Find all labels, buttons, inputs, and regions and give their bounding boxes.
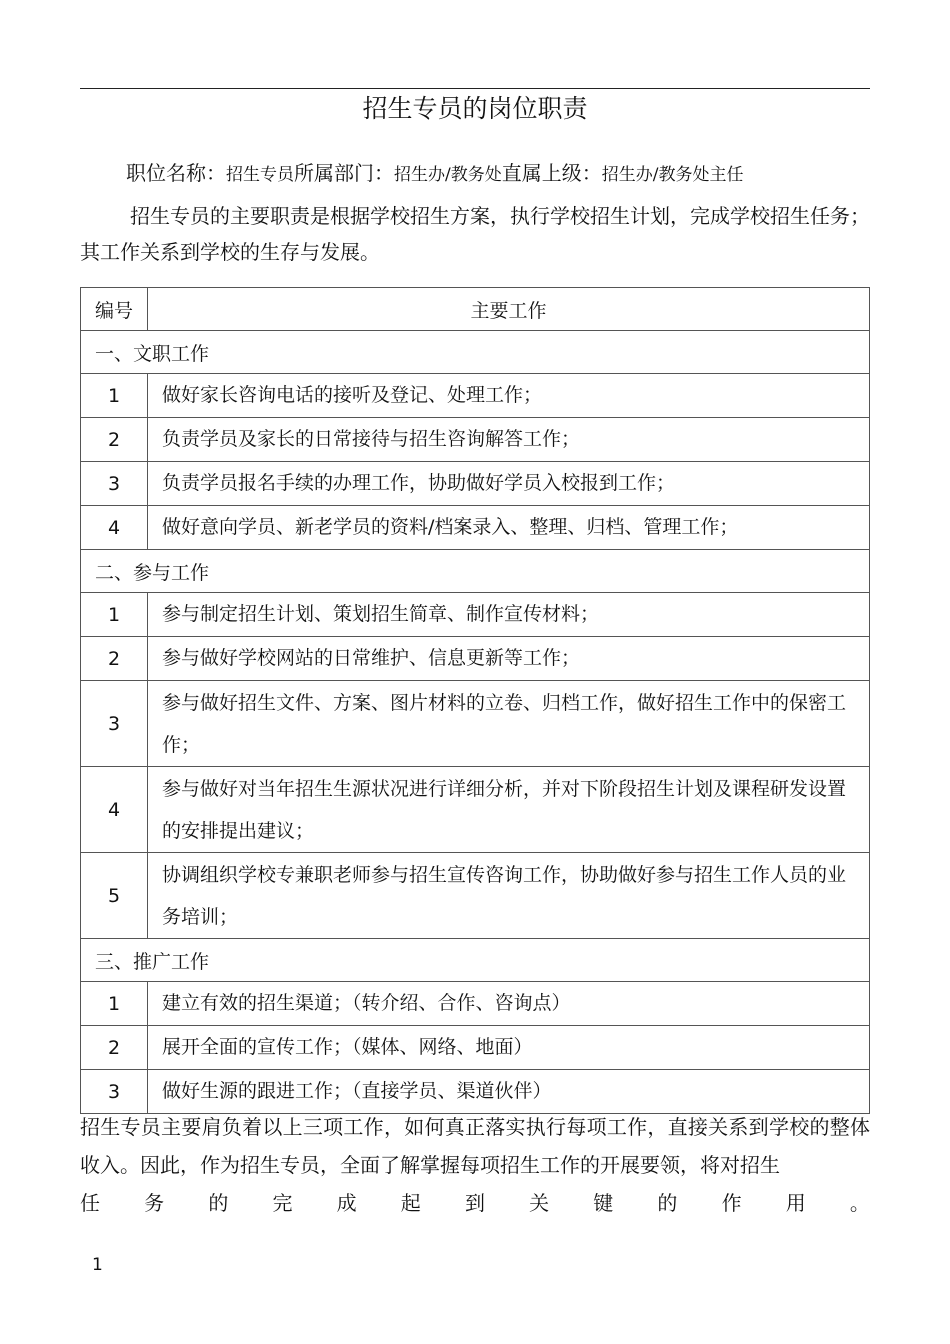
closing-char: 作 xyxy=(721,1191,742,1215)
item-num: 4 xyxy=(81,506,148,550)
section-row xyxy=(81,331,870,374)
closing-char: 务 xyxy=(144,1191,165,1215)
table-row xyxy=(81,462,870,506)
item-text: 负责学员报名手续的办理工作，协助做好学员入校报到工作； xyxy=(148,462,870,506)
item-text: 参与制定招生计划、策划招生简章、制作宣传材料； xyxy=(148,593,870,637)
section-title: 二、参与工作 xyxy=(81,550,870,593)
table-row xyxy=(81,1026,870,1070)
section-title: 一、文职工作 xyxy=(81,331,870,374)
closing-char: 成 xyxy=(336,1191,357,1215)
intro-paragraph: 招生专员的主要职责是根据学校招生方案，执行学校招生计划，完成学校招生任务；其工作关系到学校的生存与发展。 xyxy=(80,204,870,264)
item-num: 5 xyxy=(81,853,148,939)
section-row xyxy=(81,939,870,982)
item-text: 做好意向学员、新老学员的资料/档案录入、整理、归档、管理工作； xyxy=(148,506,870,550)
section-title: 三、推广工作 xyxy=(81,939,870,982)
closing-paragraph xyxy=(80,1108,870,1222)
item-num: 1 xyxy=(81,593,148,637)
item-num: 1 xyxy=(81,982,148,1026)
position-label: 职位名称： xyxy=(126,161,226,185)
dept-label: 所属部门： xyxy=(294,161,394,185)
closing-char: 键 xyxy=(593,1191,614,1215)
item-num: 2 xyxy=(81,418,148,462)
item-text: 参与做好对当年招生生源状况进行详细分析，并对下阶段招生计划及课程研发设置的安排提出建议； xyxy=(148,767,870,853)
table-row xyxy=(81,593,870,637)
item-text: 做好生源的跟进工作；（直接学员、渠道伙伴） xyxy=(148,1070,870,1114)
closing-char: 到 xyxy=(464,1191,485,1215)
item-num: 3 xyxy=(81,462,148,506)
closing-last-line xyxy=(80,1184,870,1222)
closing-main-text: 招生专员主要肩负着以上三项工作，如何真正落实执行每项工作，直接关系到学校的整体收入。因此，作为招生专员，全面了解掌握每项招生工作的开展要领，将对招生 xyxy=(80,1115,870,1177)
table-row xyxy=(81,767,870,853)
document-title: 招生专员的岗位职责 xyxy=(362,94,588,123)
table-row xyxy=(81,374,870,418)
position-value: 招生专员 xyxy=(226,165,294,185)
table-row xyxy=(81,681,870,767)
item-num: 4 xyxy=(81,767,148,853)
table-header-row xyxy=(81,288,870,331)
item-num: 2 xyxy=(81,637,148,681)
header-num: 编号 xyxy=(81,288,148,331)
closing-char: 的 xyxy=(208,1191,229,1215)
closing-char: 关 xyxy=(529,1191,550,1215)
superior-label: 直属上级： xyxy=(501,161,602,185)
table-row xyxy=(81,982,870,1026)
item-num: 1 xyxy=(81,374,148,418)
dept-value: 招生办/教务处 xyxy=(394,165,502,185)
closing-char: 起 xyxy=(400,1191,421,1215)
header-rule xyxy=(80,88,870,89)
table-row xyxy=(81,637,870,681)
page-number: 1 xyxy=(92,1255,103,1275)
section-row xyxy=(81,550,870,593)
item-text: 参与做好学校网站的日常维护、信息更新等工作； xyxy=(148,637,870,681)
closing-char: 的 xyxy=(657,1191,678,1215)
closing-char: 。 xyxy=(849,1191,870,1215)
table-row xyxy=(81,418,870,462)
table-row xyxy=(81,506,870,550)
position-info-line xyxy=(126,158,743,190)
item-text: 建立有效的招生渠道；（转介绍、合作、咨询点） xyxy=(148,982,870,1026)
table-row xyxy=(81,853,870,939)
closing-char: 任 xyxy=(80,1191,100,1215)
item-text: 做好家长咨询电话的接听及登记、处理工作； xyxy=(148,374,870,418)
header-work: 主要工作 xyxy=(148,288,870,331)
duties-table xyxy=(80,287,870,1114)
item-num: 3 xyxy=(81,1070,148,1114)
item-num: 2 xyxy=(81,1026,148,1070)
item-num: 3 xyxy=(81,681,148,767)
item-text: 负责学员及家长的日常接待与招生咨询解答工作； xyxy=(148,418,870,462)
superior-value: 招生办/教务处主任 xyxy=(601,165,744,185)
item-text: 展开全面的宣传工作；（媒体、网络、地面） xyxy=(148,1026,870,1070)
table-row xyxy=(81,1070,870,1114)
closing-char: 完 xyxy=(272,1191,293,1215)
item-text: 协调组织学校专兼职老师参与招生宣传咨询工作，协助做好参与招生工作人员的业务培训； xyxy=(148,853,870,939)
item-text: 参与做好招生文件、方案、图片材料的立卷、归档工作，做好招生工作中的保密工作； xyxy=(148,681,870,767)
closing-char: 用 xyxy=(785,1191,806,1215)
